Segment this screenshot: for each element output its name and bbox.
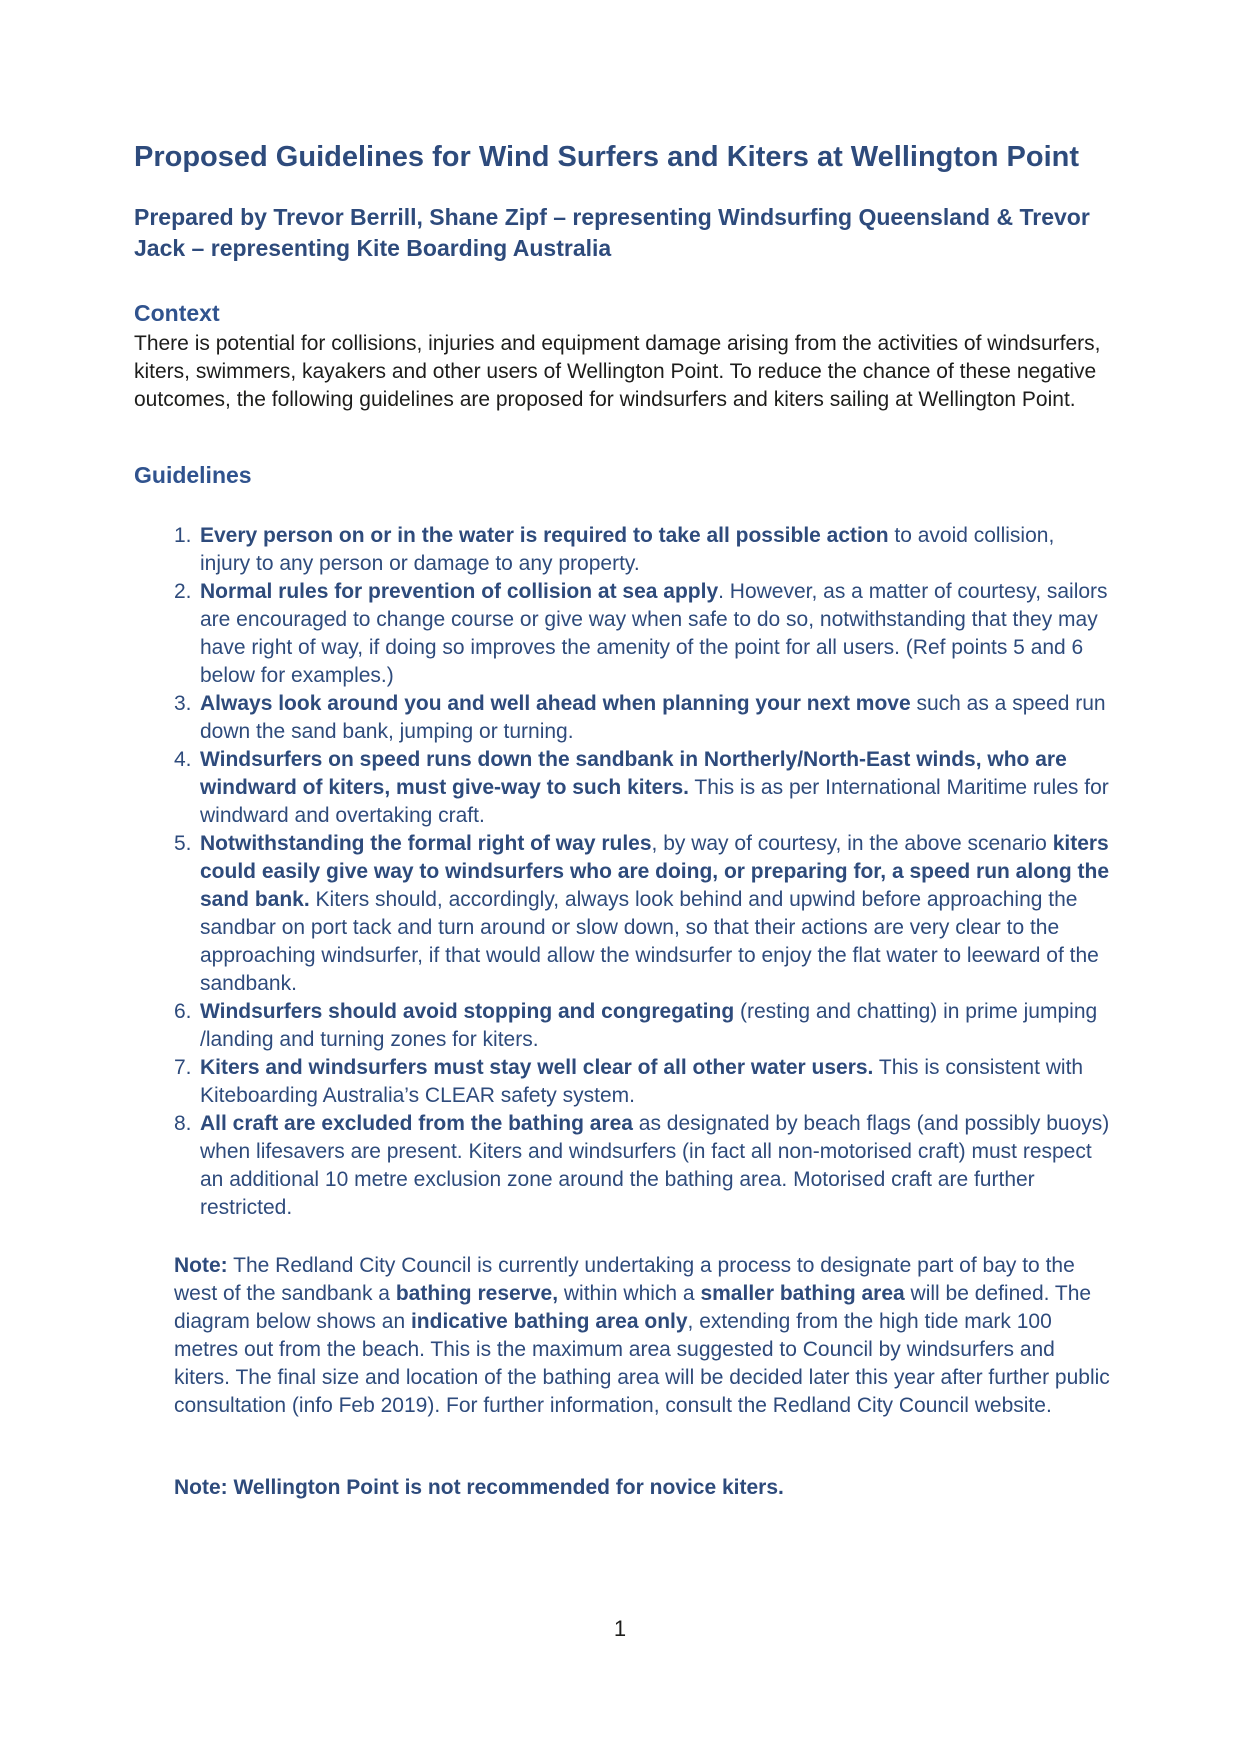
document-title: Proposed Guidelines for Wind Surfers and Kiters at Wellington Point	[134, 141, 1080, 173]
page-footer	[0, 1616, 1240, 1642]
note-text: The Redland City Council is currently undertaking a process to designate part of bay to the west of the sandbank a	[174, 1254, 1075, 1305]
guideline-bold-text: Every person on or in the water is required to take all possible action	[200, 524, 889, 547]
page-number: 1	[613, 1616, 627, 1641]
guideline-number: 4.	[174, 748, 192, 771]
guideline-body	[200, 998, 1110, 1054]
guidelines-heading: Guidelines	[134, 462, 252, 488]
guideline-number: 8.	[174, 1112, 192, 1135]
guideline-item	[174, 578, 1110, 690]
notes-section	[174, 1252, 1110, 1502]
guideline-bold-text: kiters could easily give way to windsurfers who are doing, or preparing for, a speed run along the sand bank.	[200, 832, 1110, 911]
guideline-number: 5.	[174, 832, 192, 855]
note-text: within which a	[558, 1282, 701, 1305]
guideline-body	[200, 1110, 1110, 1222]
guideline-text: , by way of courtesy, in the above scenario	[651, 832, 1053, 855]
guideline-text: to avoid collision, injury to any person or damage to any property.	[200, 524, 1055, 575]
guideline-body	[200, 1054, 1110, 1110]
guideline-body	[200, 830, 1110, 998]
guidelines-list	[134, 522, 1110, 1222]
note-bold-text: bathing reserve,	[395, 1282, 559, 1305]
guideline-number: 1.	[174, 524, 192, 547]
guideline-item	[174, 998, 1110, 1054]
guideline-item	[174, 1110, 1110, 1222]
guideline-number: 6.	[174, 1000, 192, 1023]
guideline-item	[174, 522, 1110, 578]
guideline-number: 2.	[174, 580, 192, 603]
guideline-text: such as a speed run down the sand bank, jumping or turning.	[200, 692, 1106, 743]
guideline-bold-text: Kiters and windsurfers must stay well clear of all other water users.	[200, 1056, 874, 1079]
guideline-text: . However, as a matter of courtesy, sailors are encouraged to change course or give way when safe to do so, notwithstanding that they may have right of way, if doing so improves the amenity of the point for all users. (Ref points 5 and 6 below for examples.)	[200, 580, 1108, 687]
note-text: , extending from the high tide mark 100 metres out from the beach. This is the maximum area suggested to Council by windsurfers and kiters. The final size and location of the bathing area will be decided later this year after further public consultation (info Feb 2019). For further information, consult the Redland City Council website.	[174, 1310, 1110, 1417]
guideline-item	[174, 746, 1110, 830]
note-bold-text: indicative bathing area only	[410, 1310, 688, 1333]
note-bold-text: Note:	[174, 1254, 228, 1277]
guideline-body	[200, 690, 1110, 746]
guideline-text: Kiters should, accordingly, always look behind and upwind before approaching the sandbar on port tack and turn around or slow down, so that their actions are very clear to the approaching windsurfer, if that would allow the windsurfer to enjoy the flat water to leeward of the sandbank.	[200, 888, 1099, 995]
guideline-number: 3.	[174, 692, 192, 715]
context-heading: Context	[134, 300, 220, 326]
document-byline: Prepared by Trevor Berrill, Shane Zipf – representing Windsurfing Queensland & Trevor Jack – representing Kite Boarding Australia	[134, 204, 1090, 261]
note-paragraph	[174, 1474, 1110, 1502]
guideline-text: (resting and chatting) in prime jumping /landing and turning zones for kiters.	[200, 1000, 1098, 1051]
guideline-bold-text: Windsurfers on speed runs down the sandbank in Northerly/North-East winds, who are windward of kiters, must give-way to such kiters.	[200, 748, 1067, 799]
context-body: There is potential for collisions, injuries and equipment damage arising from the activities of windsurfers, kiters, swimmers, kayakers and other users of Wellington Point. To reduce the chance of these negative outcomes, the following guidelines are proposed for windsurfers and kiters sailing at Wellington Point.	[134, 332, 1101, 411]
note-text: will be defined. The diagram below shows an	[174, 1282, 1092, 1333]
guideline-bold-text: All craft are excluded from the bathing area	[200, 1112, 633, 1135]
page-content	[134, 0, 1110, 1502]
guideline-body	[200, 522, 1110, 578]
guideline-bold-text: Windsurfers should avoid stopping and congregating	[200, 1000, 735, 1023]
note-bold-text: Note: Wellington Point is not recommended for novice kiters.	[174, 1476, 784, 1499]
guideline-bold-text: Normal rules for prevention of collision at sea apply	[200, 580, 719, 603]
note-paragraph	[174, 1252, 1110, 1420]
guideline-text: This is consistent with Kiteboarding Australia’s CLEAR safety system.	[200, 1056, 1084, 1107]
guideline-item	[174, 830, 1110, 998]
guideline-bold-text: Notwithstanding the formal right of way rules	[200, 832, 652, 855]
guideline-item	[174, 1054, 1110, 1110]
guideline-item	[174, 690, 1110, 746]
guideline-body	[200, 746, 1110, 830]
guideline-text: as designated by beach flags (and possibly buoys) when lifesavers are present. Kiters and windsurfers (in fact all non-motorised craft) must respect an additional 10 metre exclusion zone around the bathing area. Motorised craft are further restricted.	[200, 1112, 1110, 1219]
guideline-bold-text: Always look around you and well ahead when planning your next move	[200, 692, 911, 715]
note-bold-text: smaller bathing area	[700, 1282, 905, 1305]
guideline-body	[200, 578, 1110, 690]
guideline-text: This is as per International Maritime rules for windward and overtaking craft.	[200, 776, 1109, 827]
guideline-number: 7.	[174, 1056, 192, 1079]
